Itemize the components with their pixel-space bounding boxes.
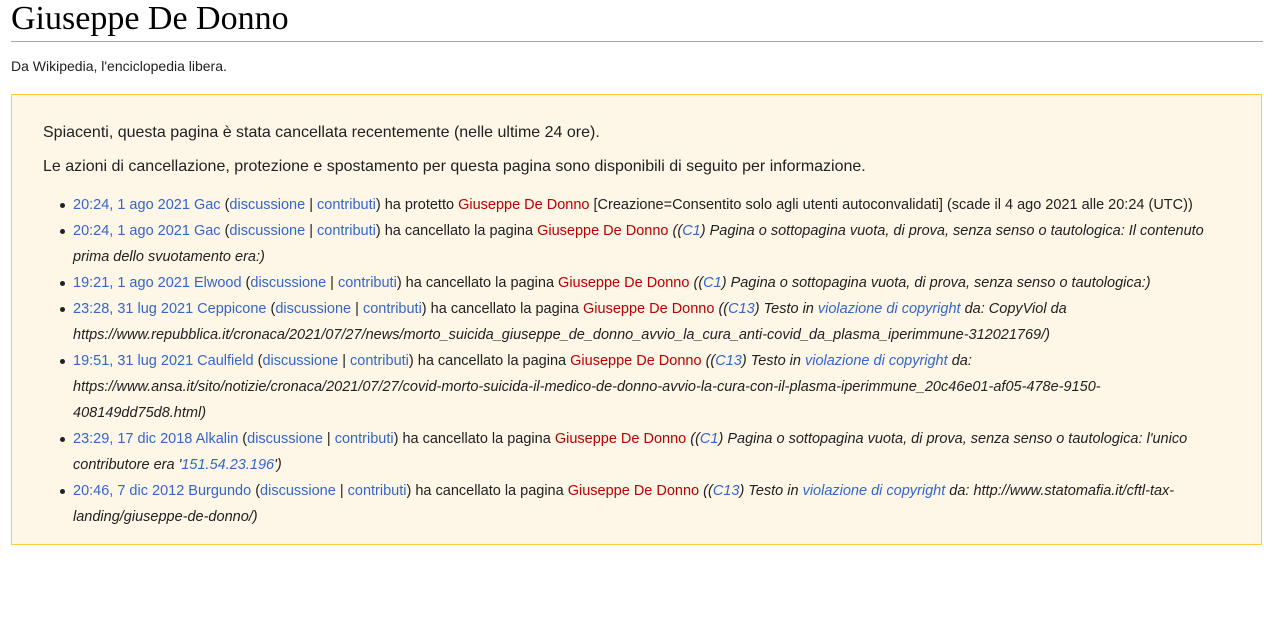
log-timestamp-link[interactable]: 23:29, 17 dic 2018 — [73, 431, 193, 447]
user-contribs-link[interactable]: contributi — [337, 275, 397, 291]
user-contribs-link[interactable]: contributi — [334, 431, 394, 447]
user-contribs-link[interactable]: contributi — [350, 353, 409, 369]
log-entry-protect: 20:24, 1 ago 2021 Gac (discussione | contributi) ha protetto Giuseppe De Donno [Creazione=Consentito solo agli utenti autoconvalidati] (scade il 4 ago 2021 alle 20:24 (UTC)) — [73, 192, 1231, 218]
log-reason: Pagina o sottopagina vuota, di prova, senza senso o tautologica:) — [730, 275, 1151, 291]
user-talk-link[interactable]: discussione — [247, 431, 323, 447]
user-talk-link[interactable]: discussione — [262, 353, 339, 369]
log-action-text: ha cancellato la pagina — [415, 483, 564, 499]
log-reason-source: da: https://www.ansa.it/sito/notizie/cronaca/2021/07/27/covid-morto-suicida-il-medico-de-donno-avvio-la-cura-con-il-plasma-iperimmune_20c46e01-af05-478e-9150-408149dd75d8.html) — [73, 353, 1101, 421]
log-entry-delete: 19:21, 1 ago 2021 Elwood (discussione | contributi) ha cancellato la pagina Giuseppe De Donno ((C1) Pagina o sottopagina vuota, di prova, senza senso o tautologica:) — [73, 270, 1231, 296]
deleted-page-link[interactable]: Giuseppe De Donno — [537, 223, 669, 239]
log-entry-delete: 23:29, 17 dic 2018 Alkalin (discussione | contributi) ha cancellato la pagina Giuseppe De Donno ((C1) Pagina o sottopagina vuota, di prova, senza senso o tautologica: l'unico contributore era '151.54.23.196') — [73, 426, 1231, 478]
log-reason-prefix: Testo in — [748, 483, 799, 499]
log-timestamp-link[interactable]: 23:28, 31 lug 2021 — [73, 301, 194, 317]
log-timestamp-link[interactable]: 20:24, 1 ago 2021 — [73, 197, 190, 213]
log-comment: ((C1) Pagina o sottopagina vuota, di prova, senza senso o tautologica:) — [693, 275, 1151, 291]
log-user-link[interactable]: Burgundo — [188, 483, 252, 499]
deleted-page-link[interactable]: Giuseppe De Donno — [567, 483, 700, 499]
log-user-link[interactable]: Alkalin — [195, 431, 239, 447]
log-user-link[interactable]: Elwood — [193, 275, 242, 291]
deletion-notice — [11, 94, 1262, 545]
log-timestamp-link[interactable]: 20:24, 1 ago 2021 — [73, 223, 190, 239]
log-entry-delete: 20:46, 7 dic 2012 Burgundo (discussione | contributi) ha cancellato la pagina Giuseppe De Donno ((C13) Testo in violazione di copyright da: http://www.statomafia.it/cftl-tax-landing/giuseppe-de-donno/) — [73, 478, 1231, 530]
notice-log-intro: Le azioni di cancellazione, protezione e spostamento per questa pagina sono disponibili di seguito per informazione. — [43, 158, 866, 175]
log-user-link[interactable]: Caulfield — [197, 353, 254, 369]
log-entry-delete: 20:24, 1 ago 2021 Gac (discussione | contributi) ha cancellato la pagina Giuseppe De Donno ((C1) Pagina o sottopagina vuota, di prova, senza senso o tautologica: Il contenuto prima dello svuotamento era:) — [73, 218, 1231, 270]
log-action-text: ha cancellato la pagina — [430, 301, 579, 317]
notice-deleted-message: Spiacenti, questa pagina è stata cancellata recentemente (nelle ultime 24 ore). — [43, 124, 600, 141]
log-reason-source: da: http://www.statomafia.it/cftl-tax-landing/giuseppe-de-donno/) — [73, 483, 1175, 525]
log-user-link[interactable]: Gac — [193, 197, 221, 213]
log-action-text: ha cancellato la pagina — [417, 353, 567, 369]
log-comment: ((C13) Testo in violazione di copyright da: CopyViol da https://www.repubblica.it/cronaca/2021/07/27/news/morto_suicida_giuseppe_de_donno_avvio_la_cura_anti-covid_da_plasma_iperimmune-312021769/) — [73, 301, 1067, 343]
log-action-text: ha cancellato la pagina — [402, 431, 551, 447]
site-tagline: Da Wikipedia, l'enciclopedia libera. — [11, 58, 227, 74]
criterion-link[interactable]: C1 — [703, 275, 722, 291]
log-reason-source: da: CopyViol da https://www.repubblica.it/cronaca/2021/07/27/news/morto_suicida_giuseppe_de_donno_avvio_la_cura_anti-covid_da_plasma_iperimmune-312021769/) — [73, 301, 1067, 343]
deleted-page-link[interactable]: Giuseppe De Donno — [558, 275, 690, 291]
criterion-link[interactable]: C13 — [715, 353, 742, 369]
criterion-link[interactable]: C1 — [682, 223, 701, 239]
log-comment: ((C1) Pagina o sottopagina vuota, di prova, senza senso o tautologica: l'unico contributore era '151.54.23.196') — [73, 431, 1188, 473]
log-entry-delete: 23:28, 31 lug 2021 Ceppicone (discussione | contributi) ha cancellato la pagina Giuseppe De Donno ((C13) Testo in violazione di copyright da: CopyViol da https://www.repubblica.it/cronaca/2021/07/27/news/morto_suicida_giuseppe_de_donno_avvio_la_cura_anti-covid_da_plasma_iperimmune-312021769/) — [73, 296, 1231, 348]
log-timestamp-link[interactable]: 19:21, 1 ago 2021 — [73, 275, 190, 291]
copyright-violation-link[interactable]: violazione di copyright — [817, 301, 961, 317]
copyright-violation-link[interactable]: violazione di copyright — [802, 483, 946, 499]
criterion-link[interactable]: C1 — [699, 431, 719, 447]
user-contribs-link[interactable]: contributi — [317, 223, 376, 239]
log-reason-suffix: ') — [274, 457, 282, 473]
criterion-link[interactable]: C13 — [728, 301, 755, 317]
page-title: Giuseppe De Donno — [11, 0, 1263, 42]
copyright-violation-link[interactable]: violazione di copyright — [804, 353, 948, 369]
user-talk-link[interactable]: discussione — [229, 197, 306, 213]
log-action-text: ha protetto — [384, 197, 455, 213]
log-reason-prefix: Testo in — [763, 301, 814, 317]
log-reason-prefix: Pagina o sottopagina vuota, di prova, senza senso o tautologica: l'unico contributore era ' — [73, 431, 1188, 473]
log-list — [43, 192, 1231, 530]
user-talk-link[interactable]: discussione — [275, 301, 352, 317]
log-timestamp-link[interactable]: 19:51, 31 lug 2021 — [73, 353, 194, 369]
user-contribs-link[interactable]: contributi — [317, 197, 376, 213]
log-comment: ((C1) Pagina o sottopagina vuota, di prova, senza senso o tautologica: Il contenuto prima dello svuotamento era:) — [73, 223, 1204, 265]
user-talk-link[interactable]: discussione — [250, 275, 327, 291]
user-talk-link[interactable]: discussione — [229, 223, 306, 239]
deleted-page-link[interactable]: Giuseppe De Donno — [570, 353, 702, 369]
criterion-link[interactable]: C13 — [712, 483, 740, 499]
user-contribs-link[interactable]: contributi — [362, 301, 422, 317]
log-reason: Pagina o sottopagina vuota, di prova, senza senso o tautologica: Il contenuto prima dello svuotamento era:) — [73, 223, 1204, 265]
log-action-text: ha cancellato la pagina — [405, 275, 555, 291]
ip-contributor-link[interactable]: 151.54.23.196 — [181, 457, 275, 473]
log-action-text: ha cancellato la pagina — [384, 223, 534, 239]
deleted-page-link[interactable]: Giuseppe De Donno — [458, 197, 590, 213]
log-user-link[interactable]: Gac — [193, 223, 221, 239]
log-comment: ((C13) Testo in violazione di copyright da: http://www.statomafia.it/cftl-tax-landing/giuseppe-de-donno/) — [73, 483, 1175, 525]
deleted-page-link[interactable]: Giuseppe De Donno — [554, 431, 687, 447]
log-protection-details: [Creazione=Consentito solo agli utenti autoconvalidati] (scade il 4 ago 2021 alle 20:24 (UTC)) — [593, 197, 1193, 213]
log-user-link[interactable]: Ceppicone — [197, 301, 267, 317]
user-contribs-link[interactable]: contributi — [347, 483, 407, 499]
user-talk-link[interactable]: discussione — [260, 483, 336, 499]
log-timestamp-link[interactable]: 20:46, 7 dic 2012 — [73, 483, 185, 499]
deleted-page-link[interactable]: Giuseppe De Donno — [583, 301, 715, 317]
log-entry-delete: 19:51, 31 lug 2021 Caulfield (discussione | contributi) ha cancellato la pagina Giuseppe De Donno ((C13) Testo in violazione di copyright da: https://www.ansa.it/sito/notizie/cronaca/2021/07/27/covid-morto-suicida-il-medico-de-donno-avvio-la-cura-con-il-plasma-iperimmune_20c46e01-af05-478e-9150-408149dd75d8.html) — [73, 348, 1231, 426]
log-comment: ((C13) Testo in violazione di copyright da: https://www.ansa.it/sito/notizie/cronaca/2021/07/27/covid-morto-suicida-il-medico-de-donno-avvio-la-cura-con-il-plasma-iperimmune_20c46e01-af05-478e-9150-408149dd75d8.html) — [73, 353, 1101, 421]
log-reason-prefix: Testo in — [750, 353, 801, 369]
